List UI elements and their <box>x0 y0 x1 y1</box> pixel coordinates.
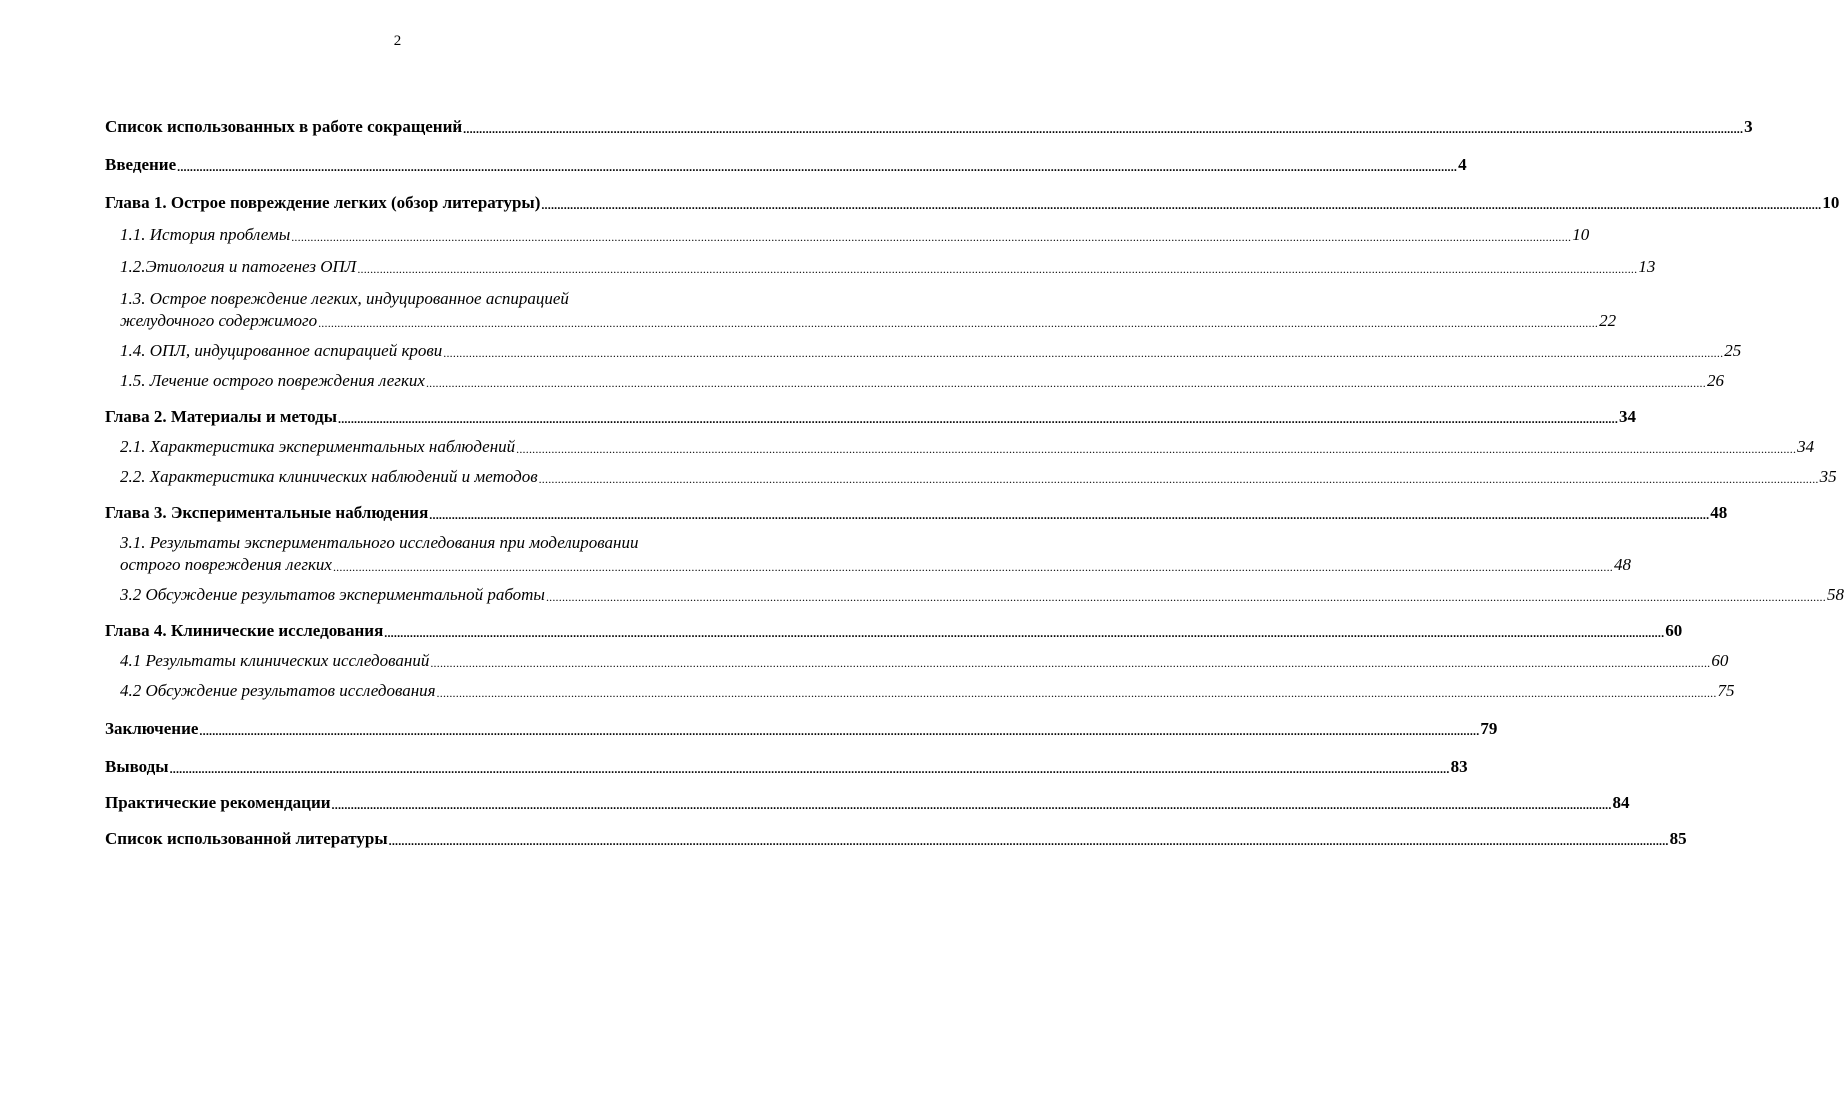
toc-entry-chapter-1[interactable] <box>105 192 1840 214</box>
toc-label-line2: острого повреждения легких <box>120 555 332 574</box>
toc-label: Список использованной литературы <box>105 829 388 848</box>
dot-leader: ................................................................................................................................................................................................................................................................................................................................................................................................................ <box>388 834 1669 848</box>
toc-label: 4.1 Результаты клинических исследований <box>120 651 430 670</box>
dot-leader: ................................................................................................................................................................................................................................................................................................................................................................................................................ <box>291 230 1572 244</box>
toc-page: 13 <box>1638 257 1656 276</box>
dot-leader: ................................................................................................................................................................................................................................................................................................................................................................................................................ <box>169 762 1450 776</box>
toc-label: Список использованных в работе сокращений <box>105 117 463 136</box>
toc-entry-1-4[interactable] <box>105 340 1742 362</box>
toc-entry-1-3-tail <box>120 310 1617 332</box>
dot-leader: ................................................................................................................................................................................................................................................................................................................................................................................................................ <box>429 508 1710 522</box>
toc-page: 84 <box>1612 793 1630 812</box>
toc-label: 3.2 Обсуждение результатов экспериментальной работы <box>120 585 545 604</box>
toc-page: 34 <box>1797 437 1815 456</box>
toc-page: 79 <box>1480 719 1498 738</box>
toc-page: 34 <box>1619 407 1637 426</box>
toc-label: 2.2. Характеристика клинических наблюдений и методов <box>120 467 538 486</box>
dot-leader: ................................................................................................................................................................................................................................................................................................................................................................................................................ <box>357 262 1638 276</box>
dot-leader: ................................................................................................................................................................................................................................................................................................................................................................................................................ <box>430 656 1711 670</box>
toc-label: Глава 1. Острое повреждение легких (обзор литературы) <box>105 193 541 212</box>
toc-entry-conclusion[interactable] <box>105 718 1498 740</box>
dot-leader: ................................................................................................................................................................................................................................................................................................................................................................................................................ <box>331 798 1612 812</box>
dot-leader: ................................................................................................................................................................................................................................................................................................................................................................................................................ <box>332 560 1613 574</box>
toc-entry-recommendations[interactable] <box>105 792 1630 814</box>
toc-page: 85 <box>1669 829 1687 848</box>
dot-leader: ................................................................................................................................................................................................................................................................................................................................................................................................................ <box>425 376 1706 390</box>
toc-label: Глава 3. Экспериментальные наблюдения <box>105 503 429 522</box>
toc-page: 83 <box>1450 757 1468 776</box>
toc-label: Введение <box>105 155 177 174</box>
toc-entry-3-1[interactable] <box>105 532 1631 576</box>
toc-entry-chapter-3[interactable] <box>105 502 1728 524</box>
toc-entry-2-1[interactable] <box>105 436 1815 458</box>
toc-page: 10 <box>1572 225 1590 244</box>
toc-page: 35 <box>1819 467 1837 486</box>
toc-label: 1.5. Лечение острого повреждения легких <box>120 371 425 390</box>
toc-page: 48 <box>1710 503 1728 522</box>
toc-entry-findings[interactable] <box>105 756 1468 778</box>
toc-page: 4 <box>1458 155 1467 174</box>
dot-leader: ................................................................................................................................................................................................................................................................................................................................................................................................................ <box>199 724 1480 738</box>
dot-leader: ................................................................................................................................................................................................................................................................................................................................................................................................................ <box>318 316 1599 330</box>
toc-label: Глава 2. Материалы и методы <box>105 407 338 426</box>
toc-label-line1: 3.1. Результаты экспериментального исследования при моделировании <box>120 533 639 552</box>
toc-page: 75 <box>1717 681 1735 700</box>
toc-entry-4-2[interactable] <box>105 680 1735 702</box>
dot-leader: ................................................................................................................................................................................................................................................................................................................................................................................................................ <box>443 346 1724 360</box>
dot-leader: ................................................................................................................................................................................................................................................................................................................................................................................................................ <box>541 198 1822 212</box>
toc-label-line2: желудочного содержимого <box>120 311 318 330</box>
toc-page: 60 <box>1665 621 1683 640</box>
toc-entry-chapter-4[interactable] <box>105 620 1683 642</box>
toc-entry-2-2[interactable] <box>105 466 1837 488</box>
toc-page: 48 <box>1613 555 1631 574</box>
dot-leader: ................................................................................................................................................................................................................................................................................................................................................................................................................ <box>177 160 1458 174</box>
toc-entry-1-1[interactable] <box>105 224 1590 246</box>
toc-label: Заключение <box>105 719 199 738</box>
toc-label: 4.2 Обсуждение результатов исследования <box>120 681 436 700</box>
toc-entry-1-3[interactable] <box>105 288 1617 332</box>
toc-label: Практические рекомендации <box>105 793 331 812</box>
dot-leader: ................................................................................................................................................................................................................................................................................................................................................................................................................ <box>338 412 1619 426</box>
dot-leader: ................................................................................................................................................................................................................................................................................................................................................................................................................ <box>516 442 1797 456</box>
dot-leader: ................................................................................................................................................................................................................................................................................................................................................................................................................ <box>436 686 1717 700</box>
toc-label: Выводы <box>105 757 169 776</box>
dot-leader: ................................................................................................................................................................................................................................................................................................................................................................................................................ <box>538 472 1819 486</box>
toc-entry-1-2[interactable] <box>105 256 1656 278</box>
toc-entry-chapter-2[interactable] <box>105 406 1637 428</box>
toc-label: Глава 4. Клинические исследования <box>105 621 384 640</box>
toc-entry-references[interactable] <box>105 828 1687 850</box>
toc-page: 22 <box>1599 311 1617 330</box>
toc-page: 58 <box>1826 585 1844 604</box>
toc-page: 60 <box>1711 651 1729 670</box>
dot-leader: ................................................................................................................................................................................................................................................................................................................................................................................................................ <box>384 626 1665 640</box>
page-number: 2 <box>393 33 402 49</box>
toc-label: 2.1. Характеристика экспериментальных наблюдений <box>120 437 516 456</box>
toc-entry-3-1-tail <box>120 554 1631 576</box>
table-of-contents <box>105 116 1844 850</box>
dot-leader: ................................................................................................................................................................................................................................................................................................................................................................................................................ <box>463 122 1744 136</box>
dot-leader: ................................................................................................................................................................................................................................................................................................................................................................................................................ <box>545 590 1826 604</box>
toc-page: 10 <box>1822 193 1840 212</box>
toc-label: 1.1. История проблемы <box>120 225 291 244</box>
toc-entry-1-5[interactable] <box>105 370 1724 392</box>
toc-entry-abbreviations[interactable] <box>105 116 1753 138</box>
toc-page: 25 <box>1724 341 1742 360</box>
toc-entry-4-1[interactable] <box>105 650 1729 672</box>
toc-page: 26 <box>1706 371 1724 390</box>
toc-entry-3-2[interactable] <box>105 584 1844 606</box>
toc-label: 1.4. ОПЛ, индуцированное аспирацией крови <box>120 341 443 360</box>
toc-label: 1.2.Этиология и патогенез ОПЛ <box>120 257 357 276</box>
toc-entry-introduction[interactable] <box>105 154 1467 176</box>
toc-label-line1: 1.3. Острое повреждение легких, индуцированное аспирацией <box>120 289 569 308</box>
toc-page: 3 <box>1744 117 1753 136</box>
